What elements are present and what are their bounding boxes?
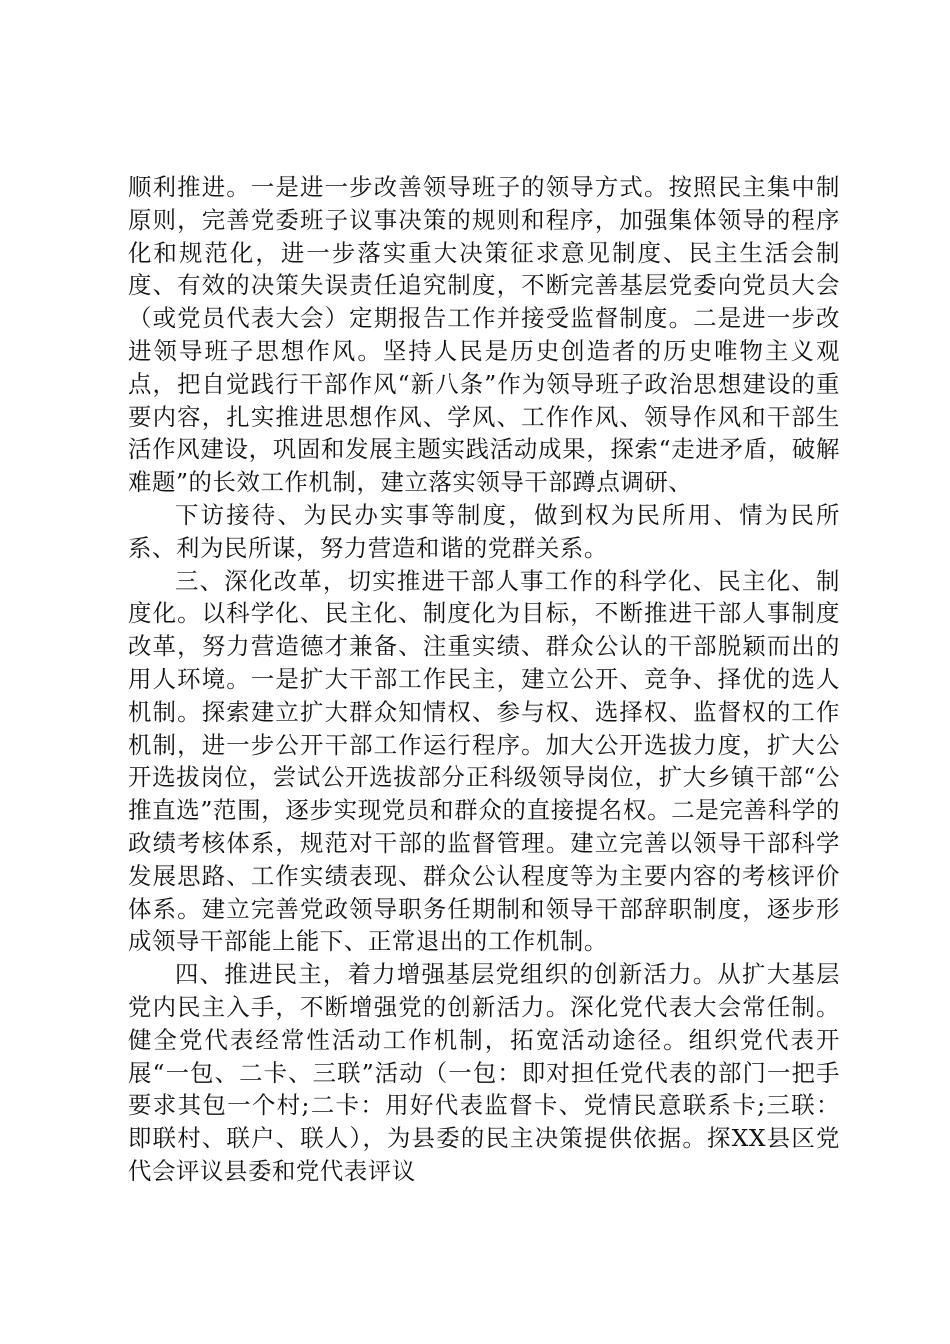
paragraph-4: 四、推进民主，着力增强基层党组织的创新活力。从扩大基层党内民主入手，不断增强党的创新活力。深化党代表大会常任制。健全党代表经常性活动工作机制，拓宽活动途径。组织党代表开展“一包、二卡、三联”活动（一包：即对担任党代表的部门一把手要求其包一个村;二卡：用好代表监督卡、党情民意联系卡;三联：即联村、联户、联人），为县委的民主决策提供依据。探XX县区党代会评议县委和党代表评议 [128, 960, 840, 1185]
paragraph-1: 顺利推进。一是进一步改善领导班子的领导方式。按照民主集中制原则，完善党委班子议事决策的规则和程序，加强集体领导的程序化和规范化，进一步落实重大决策征求意见制度、民主生活会制度、有效的决策失误责任追究制度，不断完善基层党委向党员大会（或党员代表大会）定期报告工作并接受监督制度。二是进一步改进领导班子思想作风。坚持人民是历史创造者的历史唯物主义观点，把自觉践行干部作风“新八条”作为领导班子政治思想建设的重要内容，扎实推进思想作风、学风、工作作风、领导作风和干部生活作风建设，巩固和发展主题实践活动成果，探索“走进矛盾，破解难题”的长效工作机制，建立落实领导干部蹲点调研、 [128, 173, 840, 497]
paragraph-2: 下访接待、为民办实事等制度，做到权为民所用、情为民所系、利为民所谋，努力营造和谐的党群关系。 [128, 500, 840, 562]
document-body [128, 171, 840, 1188]
paragraph-3: 三、深化改革，切实推进干部人事工作的科学化、民主化、制度化。以科学化、民主化、制度化为目标，不断推进干部人事制度改革，努力营造德才兼备、注重实绩、群众公认的干部脱颖而出的用人环境。一是扩大干部工作民主，建立公开、竞争、择优的选人机制。探索建立扩大群众知情权、参与权、选择权、监督权的工作机制，进一步公开干部工作运行程序。加大公开选拔力度，扩大公开选拔岗位，尝试公开选拔部分正科级领导岗位，扩大乡镇干部“公推直选”范围，逐步实现党员和群众的直接提名权。二是完善科学的政绩考核体系，规范对干部的监督管理。建立完善以领导干部科学发展思路、工作实绩表现、群众公认程度等为主要内容的考核评价体系。建立完善党政领导职务任期制和领导干部辞职制度，逐步形成领导干部能上能下、正常退出的工作机制。 [128, 566, 840, 956]
